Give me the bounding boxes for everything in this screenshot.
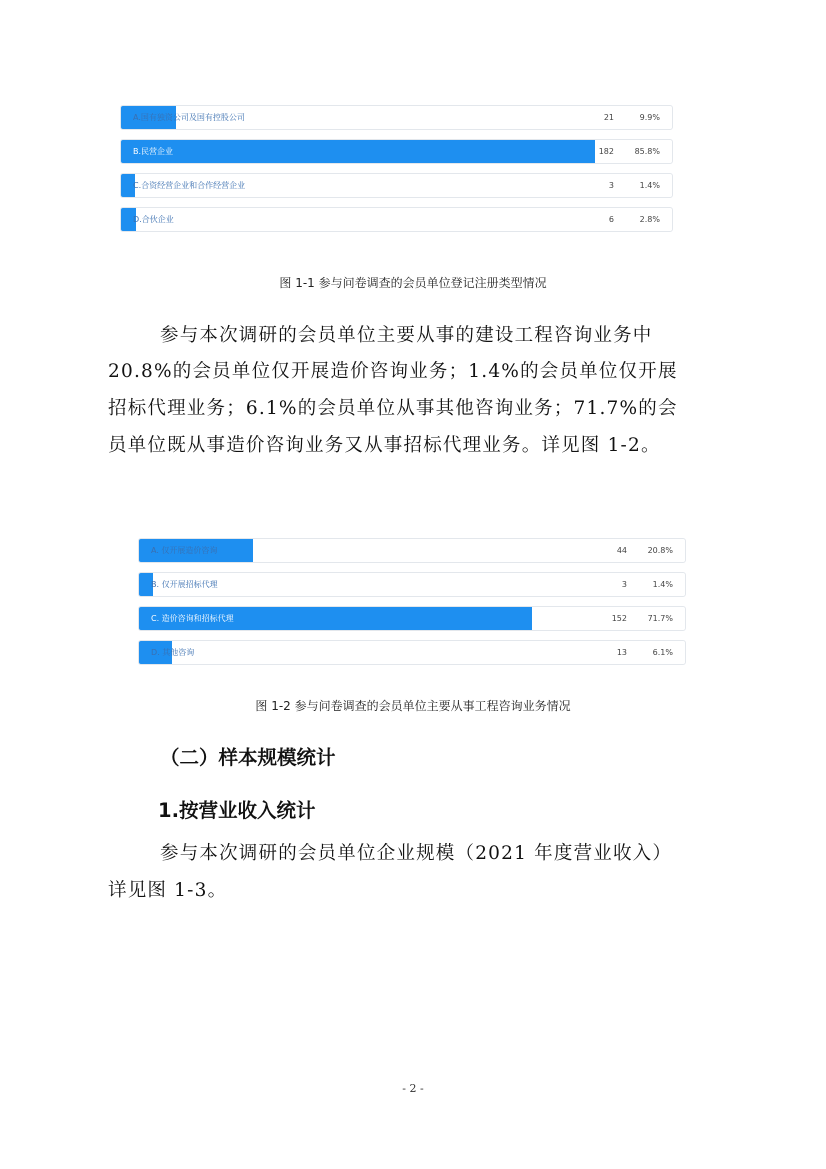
chart-business-type xyxy=(138,538,686,668)
bar-count: 182 xyxy=(598,147,614,156)
paragraph-2-line-2: 详见图 1-3。 xyxy=(108,880,228,901)
bar-count: 21 xyxy=(603,113,614,122)
figure-caption-1-2: 图 1-2 参与问卷调查的会员单位主要从事工程咨询业务情况 xyxy=(255,699,571,713)
figure-caption-1-1: 图 1-1 参与问卷调查的会员单位登记注册类型情况 xyxy=(279,276,547,290)
bar-count: 13 xyxy=(616,648,627,657)
bar-percentage: 85.8% xyxy=(634,147,660,156)
paragraph-2-line-1: 参与本次调研的会员单位企业规模（2021 年度营业收入） xyxy=(160,843,673,864)
bar-row xyxy=(138,572,686,597)
page-number: - 2 - xyxy=(402,1082,424,1095)
bar-count: 152 xyxy=(611,614,627,623)
bar-percentage: 2.8% xyxy=(639,215,660,224)
bar-row xyxy=(120,105,673,130)
bar-label: B.民营企业 xyxy=(133,147,174,156)
bar-percentage: 6.1% xyxy=(652,648,673,657)
bar-row xyxy=(138,606,686,631)
bar-percentage: 71.7% xyxy=(647,614,673,623)
paragraph-1-line-3: 招标代理业务；6.1%的会员单位从事其他咨询业务；71.7%的会 xyxy=(108,398,678,419)
bar-percentage: 1.4% xyxy=(652,580,673,589)
bar-fill xyxy=(121,140,595,163)
subsection-heading: 1.按营业收入统计 xyxy=(158,799,316,822)
bar-count: 6 xyxy=(608,215,614,224)
section-heading: （二）样本规模统计 xyxy=(160,746,336,769)
bar-row xyxy=(120,139,673,164)
bar-count: 3 xyxy=(621,580,627,589)
bar-row xyxy=(120,173,673,198)
bar-label: D.合伙企业 xyxy=(133,215,174,224)
paragraph-1-line-2: 20.8%的会员单位仅开展造价咨询业务；1.4%的会员单位仅开展 xyxy=(108,361,678,382)
bar-count: 3 xyxy=(608,181,614,190)
bar-label: A.国有独资公司及国有控股公司 xyxy=(133,113,245,122)
bar-count: 44 xyxy=(616,546,627,555)
chart-registration-type xyxy=(120,105,673,235)
paragraph-1-line-4: 员单位既从事造价咨询业务又从事招标代理业务。详见图 1-2。 xyxy=(108,435,661,456)
bar-row xyxy=(138,640,686,665)
bar-row xyxy=(120,207,673,232)
bar-label: D. 其他咨询 xyxy=(151,648,195,657)
bar-label: A. 仅开展造价咨询 xyxy=(151,546,218,555)
bar-percentage: 1.4% xyxy=(639,181,660,190)
bar-row xyxy=(138,538,686,563)
bar-percentage: 9.9% xyxy=(639,113,660,122)
bar-label: B. 仅开展招标代理 xyxy=(151,580,218,589)
bar-percentage: 20.8% xyxy=(647,546,673,555)
bar-label: C.合资经营企业和合作经营企业 xyxy=(133,181,246,190)
bar-label: C. 造价咨询和招标代理 xyxy=(151,614,234,623)
paragraph-1-line-1: 参与本次调研的会员单位主要从事的建设工程咨询业务中 xyxy=(160,325,653,346)
